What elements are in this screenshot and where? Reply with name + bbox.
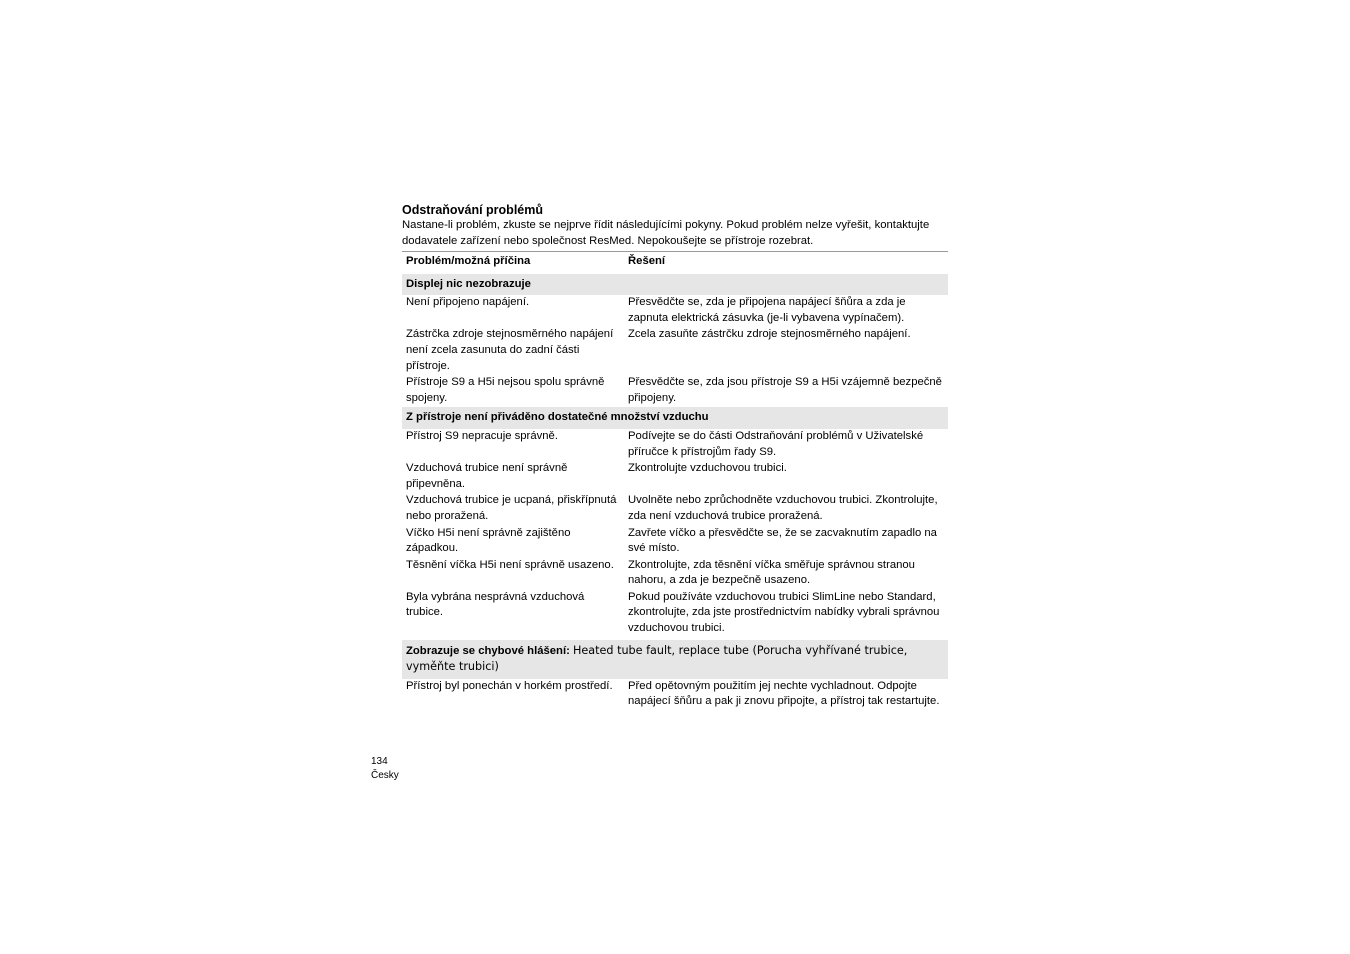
problem-cell: Víčko H5i není správně zajištěno západkou. — [406, 526, 571, 555]
page-title: Odstraňování problémů — [402, 203, 543, 217]
column-header-solution: Řešení — [624, 252, 948, 274]
solution-cell: Podívejte se do části Odstraňování problémů v Uživatelské příručce k přístrojům řady S9. — [628, 429, 924, 458]
page-content — [402, 202, 948, 711]
section-heading: Displej nic nezobrazuje — [402, 274, 948, 296]
solution-cell: Před opětovným použitím jej nechte vychladnout. Odpojte napájecí šňůru a pak ji znovu připojte, a přístroj tak restartujte. — [628, 679, 940, 708]
problem-cell: Není připojeno napájení. — [406, 296, 530, 309]
error-message: Heated tube fault, replace tube (Porucha vyhřívané trubice, vyměňte trubici) — [406, 643, 908, 674]
section-heading-label: Zobrazuje se chybové hlášení: — [406, 644, 570, 657]
intro-text: Nastane-li problém, zkuste se nejprve řídit následujícími pokyny. Pokud problém nelze vyřešit, kontaktujte dodavatele zařízení nebo společnost ResMed. Nepokoušejte se přístroje rozebrat. — [402, 219, 930, 247]
table-header-row — [402, 252, 948, 274]
solution-cell: Zcela zasuňte zástrčku zdroje stejnosměrného napájení. — [628, 328, 911, 341]
table-row — [402, 558, 948, 590]
table-row — [402, 375, 948, 407]
column-header-problem: Problém/možná příčina — [402, 252, 624, 274]
solution-cell: Přesvědčte se, zda jsou přístroje S9 a H5i vzájemně bezpečně připojeny. — [628, 376, 942, 404]
page-footer — [371, 755, 399, 783]
problem-cell: Přístroje S9 a H5i nejsou spolu správně spojeny. — [406, 376, 605, 404]
section-heading-row — [402, 407, 948, 429]
problem-cell: Byla vybrána nesprávná vzduchová trubice. — [406, 590, 585, 619]
table-row — [402, 493, 948, 525]
solution-cell: Zkontrolujte, zda těsnění víčka směřuje správnou stranou nahoru, a zda je bezpečně usazeno. — [628, 558, 915, 587]
footer-language: Česky — [371, 770, 399, 781]
table-row — [402, 327, 948, 375]
troubleshooting-table — [402, 251, 948, 711]
section-heading-row — [402, 274, 948, 296]
table-row — [402, 429, 948, 461]
problem-cell: Těsnění víčka H5i není správně usazeno. — [406, 558, 614, 571]
problem-cell: Zástrčka zdroje stejnosměrného napájení není zcela zasunuta do zadní části přístroje. — [406, 328, 614, 372]
section-heading — [402, 640, 948, 679]
page-number: 134 — [371, 756, 388, 767]
problem-cell: Přístroj byl ponechán v horkém prostředí. — [406, 679, 613, 692]
table-row — [402, 590, 948, 640]
table-row — [402, 295, 948, 327]
problem-cell: Vzduchová trubice není správně připevněna. — [406, 462, 568, 490]
table-row — [402, 679, 948, 711]
problem-cell: Přístroj S9 nepracuje správně. — [406, 429, 558, 442]
solution-cell: Přesvědčte se, zda je připojena napájecí šňůra a zda je zapnuta elektrická zásuvka (je-li vybavena vypínačem). — [628, 296, 906, 324]
solution-cell: Pokud používáte vzduchovou trubici SlimLine nebo Standard, zkontrolujte, zda jste prostřednictvím nabídky vybrali správnou vzduchovou trubici. — [628, 590, 940, 635]
table-row — [402, 526, 948, 558]
section-heading-row — [402, 640, 948, 679]
section-heading: Z přístroje není přiváděno dostatečné množství vzduchu — [402, 407, 948, 429]
solution-cell: Uvolněte nebo zprůchodněte vzduchovou trubici. Zkontrolujte, zda není vzduchová trubice proražená. — [628, 494, 938, 522]
problem-cell: Vzduchová trubice je ucpaná, přiskřípnutá nebo proražená. — [406, 494, 617, 522]
table-row — [402, 461, 948, 493]
solution-cell: Zkontrolujte vzduchovou trubici. — [628, 462, 787, 475]
solution-cell: Zavřete víčko a přesvědčte se, že se zacvaknutím zapadlo na své místo. — [628, 526, 937, 555]
